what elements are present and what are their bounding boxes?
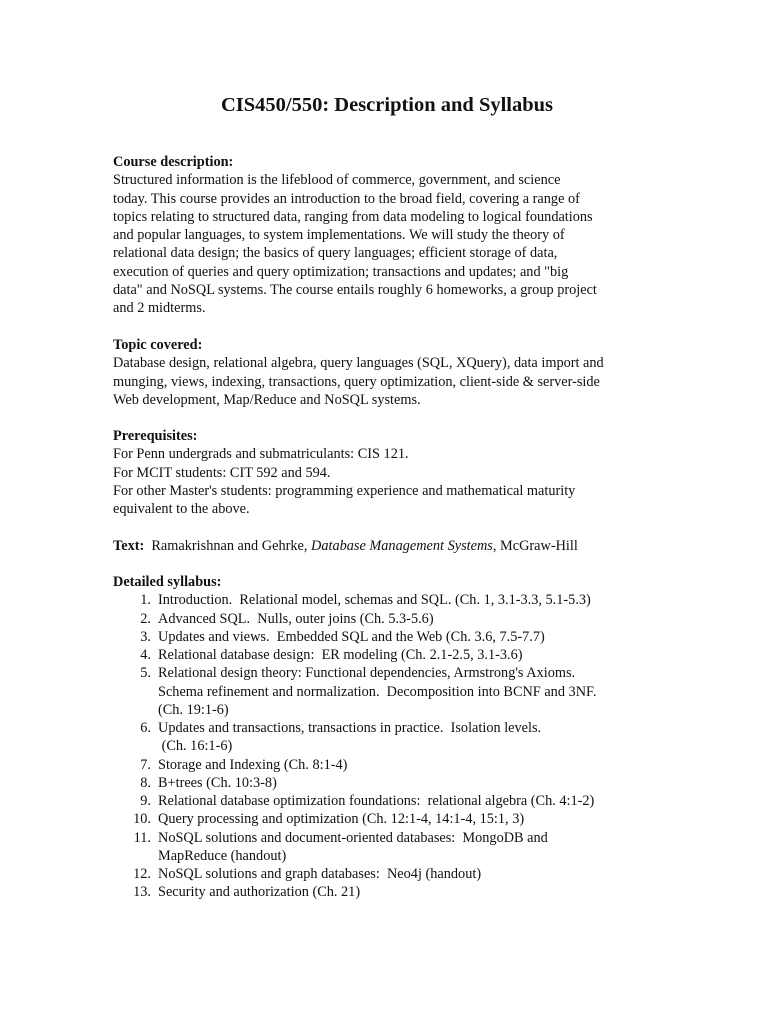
- textbook-section: [113, 537, 661, 555]
- syllabus-item-number: 12.: [133, 866, 151, 882]
- syllabus-item-number: 8.: [140, 774, 151, 791]
- syllabus-item-number: 5.: [140, 665, 151, 682]
- syllabus-item-text: Query processing and optimization (Ch. 12:1-4, 14:1-4, 15:1, 3): [158, 811, 525, 828]
- textbook-title: Database Management Systems: [311, 538, 493, 554]
- syllabus-item-number: 13.: [133, 884, 151, 901]
- syllabus-item: [113, 646, 661, 664]
- syllabus-item: [113, 591, 661, 609]
- course-description-line: and 2 midterms.: [113, 300, 206, 316]
- topics-line: Web development, Map/Reduce and NoSQL systems.: [113, 391, 421, 408]
- prerequisites-line: equivalent to the above.: [113, 501, 250, 517]
- textbook-publisher: , McGraw-Hill: [492, 538, 578, 554]
- syllabus-item-number: 1.: [140, 592, 151, 609]
- syllabus-list: [113, 591, 661, 901]
- syllabus-item-number: 3.: [140, 628, 151, 645]
- topics-body: [113, 354, 661, 409]
- syllabus-item: [113, 865, 661, 883]
- syllabus-item: [113, 883, 661, 901]
- syllabus-item-text: (Ch. 16:1-6): [158, 738, 233, 755]
- syllabus-item-number: 9.: [140, 793, 151, 809]
- syllabus-item: [113, 664, 661, 719]
- syllabus-item-text: MapReduce (handout): [158, 847, 287, 864]
- syllabus-item: [113, 829, 661, 866]
- prerequisites-line: For Penn undergrads and submatriculants: CIS 121.: [113, 446, 409, 463]
- topics-heading: Topic covered:: [113, 337, 203, 353]
- syllabus-item-number: 11.: [133, 829, 151, 846]
- syllabus-item-text: (Ch. 19:1-6): [158, 701, 229, 718]
- course-description-line: topics relating to structured data, ranging from data modeling to logical foundations: [113, 208, 593, 225]
- syllabus-item-text: Relational database design: ER modeling (Ch. 2.1-2.5, 3.1-3.6): [158, 647, 523, 663]
- prerequisites-heading: Prerequisites:: [113, 428, 198, 444]
- syllabus-item: [113, 628, 661, 646]
- syllabus-item-number: 2.: [140, 610, 151, 627]
- course-description-heading: Course description:: [113, 154, 234, 170]
- syllabus-item: [113, 610, 661, 628]
- course-description-section: [113, 153, 661, 317]
- document-title: CIS450/550: Description and Syllabus: [220, 94, 554, 116]
- textbook-line: [113, 537, 661, 555]
- syllabus-item: [113, 810, 661, 828]
- syllabus-item-number: 4.: [140, 647, 151, 663]
- course-description-body: [113, 171, 661, 317]
- syllabus-item-text: Schema refinement and normalization. Decomposition into BCNF and 3NF.: [158, 683, 597, 700]
- textbook-label: Text:: [113, 538, 145, 554]
- syllabus-item-text: Relational database optimization foundations: relational algebra (Ch. 4:1-2): [158, 793, 595, 809]
- syllabus-item-number: 10.: [133, 811, 151, 828]
- prerequisites-line: For MCIT students: CIT 592 and 594.: [113, 464, 331, 481]
- textbook-authors: Ramakrishnan and Gehrke,: [144, 538, 311, 554]
- topics-line: Database design, relational algebra, query languages (SQL, XQuery), data import and: [113, 355, 604, 372]
- syllabus-item-text: Advanced SQL. Nulls, outer joins (Ch. 5.3-5.6): [158, 610, 434, 627]
- syllabus-item-text: Security and authorization (Ch. 21): [158, 884, 361, 901]
- detailed-syllabus-section: [113, 573, 661, 902]
- syllabus-item-text: Introduction. Relational model, schemas and SQL. (Ch. 1, 3.1-3.3, 5.1-5.3): [158, 592, 591, 609]
- syllabus-item-text: Relational design theory: Functional dependencies, Armstrong's Axioms.: [158, 665, 576, 682]
- course-description-line: and popular languages, to system implementations. We will study the theory of: [113, 227, 565, 243]
- syllabus-heading: Detailed syllabus:: [113, 574, 222, 590]
- syllabus-item-text: Updates and transactions, transactions in practice. Isolation levels.: [158, 720, 542, 736]
- syllabus-item: [113, 756, 661, 774]
- course-description-line: today. This course provides an introduction to the broad field, covering a range of: [113, 190, 580, 207]
- course-description-line: execution of queries and query optimization; transactions and updates; and "big: [113, 263, 569, 280]
- syllabus-item-text: B+trees (Ch. 10:3-8): [158, 774, 277, 791]
- syllabus-item-number: 6.: [140, 720, 151, 736]
- syllabus-item-text: Updates and views. Embedded SQL and the Web (Ch. 3.6, 7.5-7.7): [158, 628, 545, 645]
- syllabus-item-text: Storage and Indexing (Ch. 8:1-4): [158, 756, 348, 773]
- topics-line: munging, views, indexing, transactions, query optimization, client-side & server-side: [113, 373, 600, 390]
- syllabus-item-text: NoSQL solutions and graph databases: Neo4j (handout): [158, 866, 482, 882]
- syllabus-item: [113, 774, 661, 792]
- prerequisites-body: [113, 445, 661, 518]
- syllabus-item-number: 7.: [140, 756, 151, 773]
- syllabus-item: [113, 719, 661, 756]
- topics-section: [113, 336, 661, 409]
- course-description-line: relational data design; the basics of query languages; efficient storage of data,: [113, 245, 558, 262]
- prerequisites-section: [113, 427, 661, 518]
- course-description-line: data" and NoSQL systems. The course entails roughly 6 homeworks, a group project: [113, 281, 597, 298]
- course-description-line: Structured information is the lifeblood of commerce, government, and science: [113, 172, 561, 189]
- syllabus-item: [113, 792, 661, 810]
- syllabus-item-text: NoSQL solutions and document-oriented databases: MongoDB and: [158, 829, 548, 846]
- prerequisites-line: For other Master's students: programming experience and mathematical maturity: [113, 482, 576, 499]
